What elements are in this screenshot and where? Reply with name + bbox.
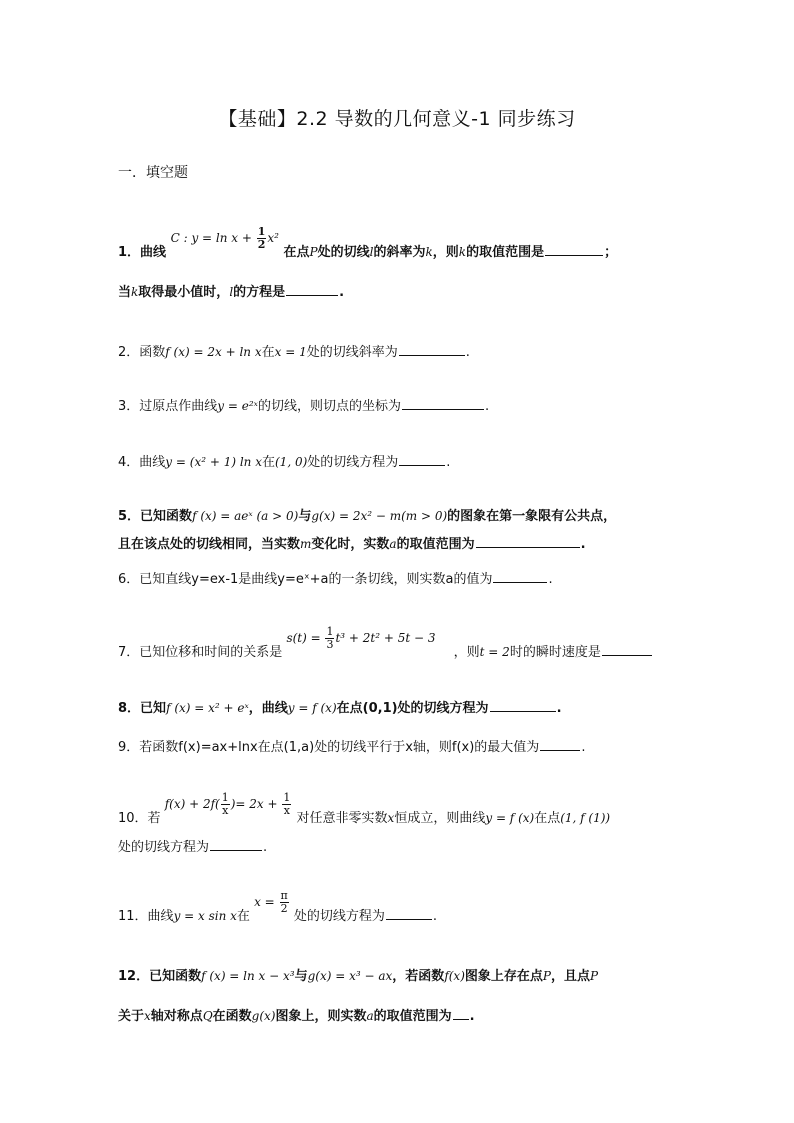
- question-4: 4．曲线y = (x² + 1) ln x在(1, 0)处的切线方程为 .: [118, 455, 451, 470]
- fraction: $\frac{1}{x}$: [221, 791, 229, 817]
- question-5-cont: 且在该点处的切线相同，当实数m变化时，实数a的取值范围为 .: [118, 537, 586, 552]
- answer-blank[interactable]: [490, 699, 556, 712]
- fraction: $\frac{1}{2}$: [257, 225, 266, 251]
- answer-blank[interactable]: [476, 535, 580, 548]
- question-2: 2．函数f (x) = 2x + ln x在x = 1处的切线斜率为 .: [118, 345, 470, 360]
- question-11: 11．曲线y = x sin x在 x = $\frac{\pi}{2}$ 处的切线方程为 .: [118, 889, 438, 924]
- answer-blank[interactable]: [493, 570, 547, 583]
- question-10: 10．若 f(x) + 2f( $\frac{1}{x}$ )= 2x + $\frac{1}{x}$ 对任意非零实数x恒成立，则曲线y = f (x)在点(1, f (1)): [118, 791, 611, 826]
- fraction: $\frac{1}{3}$: [326, 625, 334, 651]
- answer-blank[interactable]: [545, 243, 603, 256]
- answer-blank[interactable]: [453, 1007, 469, 1020]
- page-title: 【基础】2.2 导数的几何意义-1 同步练习: [218, 108, 576, 130]
- question-1-cont: 当k取得最小值时，l的方程是 .: [118, 285, 345, 300]
- question-10-cont: 处的切线方程为 .: [118, 840, 268, 855]
- question-1: 1．曲线 C : y = ln x + $\frac{1}{2}$ x² 在点P处的切线l的斜率为k，则k的取值范围是 ；: [118, 225, 618, 260]
- answer-blank[interactable]: [402, 397, 484, 410]
- answer-blank[interactable]: [399, 453, 445, 466]
- question-7: 7．已知位移和时间的关系是 s(t) = $\frac{1}{3}$ t³ + 2t² + 5t − 3 ，则t = 2时的瞬时速度是: [118, 640, 653, 665]
- fraction: $\frac{\pi}{2}$: [280, 889, 288, 915]
- question-3: 3．过原点作曲线y = e²ˣ的切线，则切点的坐标为 .: [118, 399, 490, 414]
- answer-blank[interactable]: [602, 643, 652, 656]
- question-6: 6．已知直线y=ex-1是曲线y=eˣ+a的一条切线，则实数a的值为 .: [118, 572, 553, 587]
- question-8: 8．已知f (x) = x² + eˣ，曲线y = f (x)在点(0,1)处的切线方程为 .: [118, 701, 562, 716]
- question-12-cont: 关于x轴对称点Q在函数g(x)图象上，则实数a的取值范围为 .: [118, 1009, 475, 1024]
- answer-blank[interactable]: [286, 283, 338, 296]
- answer-blank[interactable]: [540, 738, 580, 751]
- answer-blank[interactable]: [399, 343, 465, 356]
- answer-blank[interactable]: [210, 838, 262, 851]
- fraction: $\frac{1}{x}$: [283, 791, 291, 817]
- answer-blank[interactable]: [386, 907, 432, 920]
- section-heading: 一．填空题: [118, 165, 188, 181]
- question-9: 9．若函数f(x)=ax+lnx在点(1,a)处的切线平行于x轴，则f(x)的最大值为 .: [118, 740, 586, 755]
- question-5: 5．已知函数f (x) = aeˣ (a > 0)与g(x) = 2x² − m(m > 0)的图象在第一象限有公共点，: [118, 509, 617, 524]
- question-12: 12．已知函数f (x) = ln x − x³与g(x) = x³ − ax，若函数f(x)图象上存在点P，且点P: [118, 969, 599, 984]
